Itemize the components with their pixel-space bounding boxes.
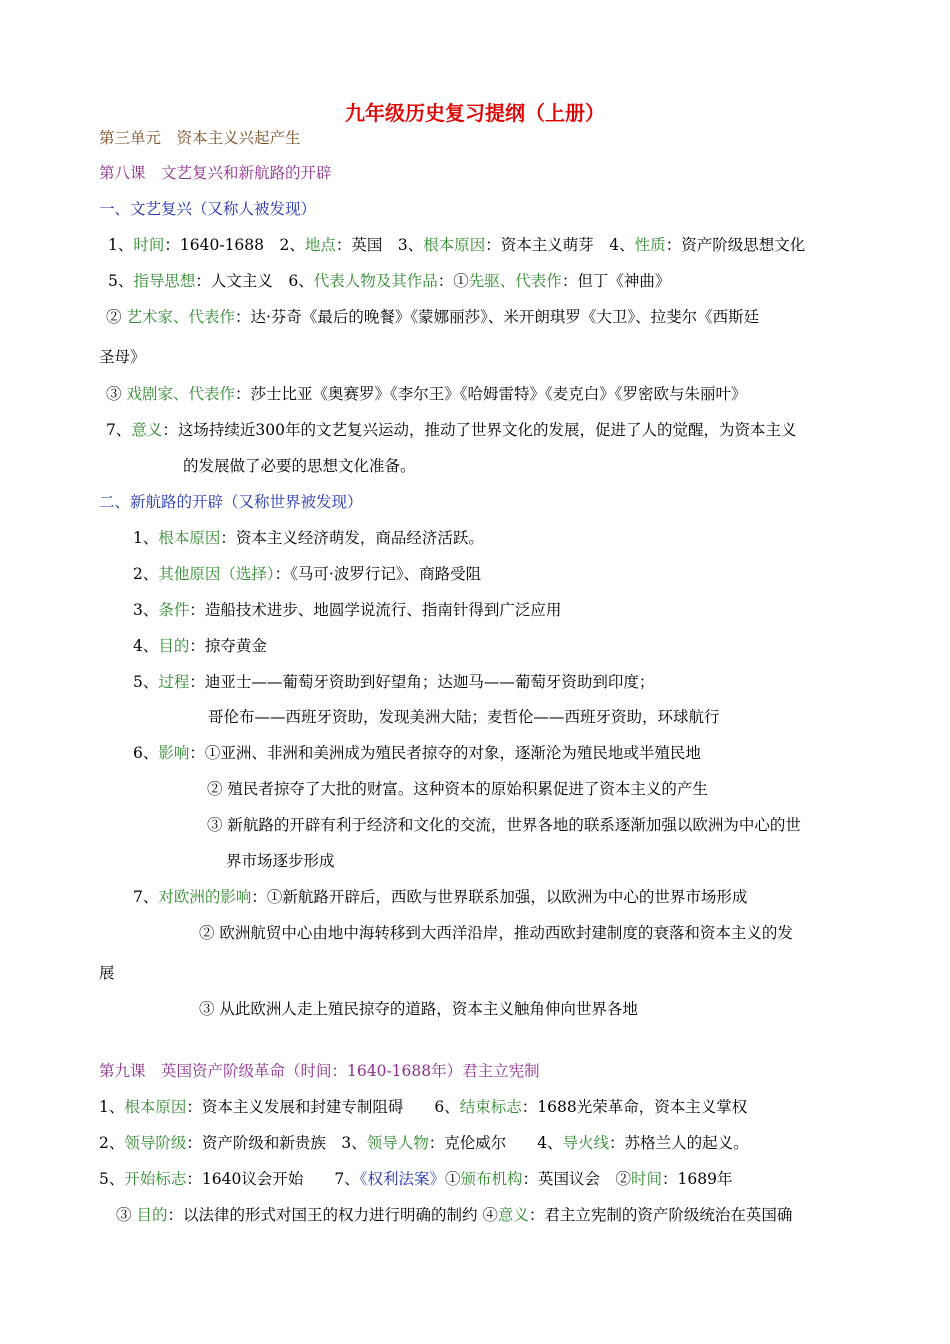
renaissance-line-2: 5、指导思想：人文主义 6、代表人物及其作品：①先驱、代表作：但丁《神曲》: [108, 272, 671, 290]
lesson-9-heading: 第九课 英国资产阶级革命（时间：1640-1688年）君主立宪制: [99, 1062, 540, 1080]
routes-item-3: 3、条件：造船技术进步、地圆学说流行、指南针得到广泛应用: [133, 601, 562, 619]
routes-item-6-point-2: ② 殖民者掠夺了大批的财富。这种资本的原始积累促进了资本主义的产生: [207, 780, 708, 798]
revolution-line-4: ③ 目的：以法律的形式对国王的权力进行明确的制约 ④意义：君主立宪制的资产阶级统治在英国确: [116, 1206, 793, 1224]
routes-item-5: 5、过程：迪亚士——葡萄牙资助到好望角；达迦马——葡萄牙资助到印度；: [133, 673, 655, 691]
section-new-routes-heading: 二、新航路的开辟（又称世界被发现）: [99, 493, 363, 511]
renaissance-line-5-cont: 的发展做了必要的思想文化准备。: [183, 457, 416, 475]
renaissance-line-3: ② 艺术家、代表作：达·芬奇《最后的晚餐》《蒙娜丽莎》、米开朗琪罗《大卫》、拉斐尔《西斯廷: [106, 308, 760, 326]
routes-item-6-point-3-cont: 界市场逐步形成: [226, 852, 335, 870]
routes-item-1: 1、根本原因：资本主义经济萌发，商品经济活跃。: [133, 529, 484, 547]
section-renaissance-heading: 一、文艺复兴（又称人被发现）: [99, 200, 317, 218]
unit-heading: 第三单元 资本主义兴起产生: [99, 129, 301, 147]
renaissance-line-1: 1、时间：1640-1688 2、地点：英国 3、根本原因：资本主义萌芽 4、性质：资产阶级思想文化: [108, 236, 806, 254]
routes-item-4: 4、目的：掠夺黄金: [133, 637, 267, 655]
routes-item-6: 6、影响：①亚洲、非洲和美洲成为殖民者掠夺的对象，逐渐沦为殖民地或半殖民地: [133, 744, 701, 762]
page-title: 九年级历史复习提纲（上册）: [345, 101, 605, 125]
routes-item-7-point-2: ② 欧洲航贸中心由地中海转移到大西洋沿岸，推动西欧封建制度的衰落和资本主义的发: [199, 924, 793, 942]
renaissance-line-3-cont: 圣母》: [99, 348, 146, 366]
routes-item-5-cont: 哥伦布——西班牙资助，发现美洲大陆；麦哲伦——西班牙资助，环球航行: [208, 708, 720, 726]
routes-item-7: 7、对欧洲的影响：①新航路开辟后，西欧与世界联系加强，以欧洲为中心的世界市场形成: [133, 888, 748, 906]
revolution-line-2: 2、领导阶级：资产阶级和新贵族 3、领导人物：克伦威尔 4、导火线：苏格兰人的起义。: [99, 1134, 749, 1152]
renaissance-line-5: 7、意义：这场持续近300年的文艺复兴运动，推动了世界文化的发展，促进了人的觉醒，为资本主义: [106, 421, 797, 439]
routes-item-7-point-2-cont: 展: [99, 964, 115, 982]
lesson-8-heading: 第八课 文艺复兴和新航路的开辟: [99, 164, 332, 182]
revolution-line-3: 5、开始标志：1640议会开始 7、《权利法案》①颁布机构：英国议会 ②时间：1689年: [99, 1170, 733, 1188]
routes-item-6-point-3: ③ 新航路的开辟有利于经济和文化的交流，世界各地的联系逐渐加强以欧洲为中心的世: [207, 816, 801, 834]
routes-item-7-point-3: ③ 从此欧洲人走上殖民掠夺的道路，资本主义触角伸向世界各地: [199, 1000, 638, 1018]
revolution-line-1: 1、根本原因：资本主义发展和封建专制阻碍 6、结束标志：1688光荣革命，资本主义掌权: [99, 1098, 748, 1116]
routes-item-2: 2、其他原因（选择）：《马可·波罗行记》、商路受阻: [133, 565, 482, 583]
renaissance-line-4: ③ 戏剧家、代表作：莎士比亚《奥赛罗》《李尔王》《哈姆雷特》《麦克白》《罗密欧与朱丽叶》: [106, 385, 747, 403]
